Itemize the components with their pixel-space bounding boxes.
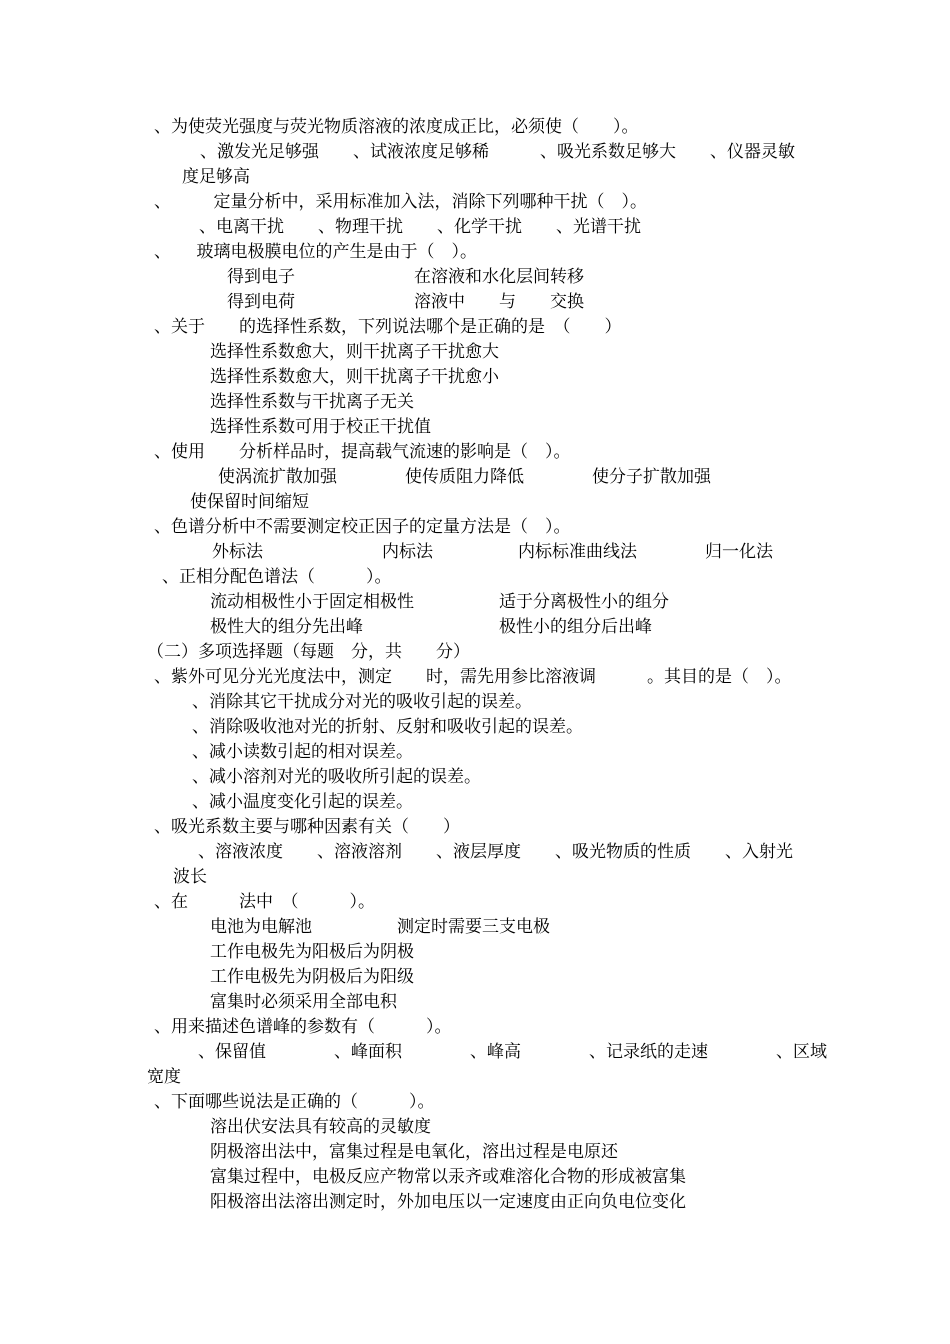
question-10-option-c: 选择性系数与干扰离子无关 xyxy=(210,392,414,412)
multi-question-1-option-a: 、消除其它干扰成分对光的吸收引起的误差。 xyxy=(192,692,532,712)
multi-question-3-options-row1: 电池为电解池 测定时需要三支电极 xyxy=(210,917,550,937)
question-13: 、正相分配色谱法（ ）。 xyxy=(162,567,392,587)
question-10-option-d: 选择性系数可用于校正干扰值 xyxy=(210,417,431,437)
multi-question-3-option-e: 富集时必须采用全部电积 xyxy=(210,992,397,1012)
multi-question-5-option-a: 溶出伏安法具有较高的灵敏度 xyxy=(210,1117,431,1137)
multi-question-3: 、在 法中 （ ）。 xyxy=(154,892,375,912)
multi-question-1-option-b: 、消除吸收池对光的折射、反射和吸收引起的误差。 xyxy=(192,717,583,737)
multi-question-5: 、下面哪些说法是正确的（ ）。 xyxy=(154,1092,435,1112)
question-9-options-row2: 得到电荷 溶液中 与 交换 xyxy=(227,292,584,312)
section-heading-multiple-choice: （二）多项选择题（每题 分，共 分） xyxy=(147,642,470,662)
question-8: 、 定量分析中，采用标准加入法，消除下列哪种干扰（ ）。 xyxy=(154,192,647,212)
multi-question-3-option-c: 工作电极先为阳极后为阴极 xyxy=(210,942,414,962)
question-7-options-continued: 度足够高 xyxy=(182,167,250,187)
multi-question-2: 、吸光系数主要与哪种因素有关（ ） xyxy=(154,817,460,837)
multi-question-1: 、紫外可见分光光度法中，测定 时，需先用参比溶液调 。其目的是（ ）。 xyxy=(154,667,792,687)
question-10-option-b: 选择性系数愈大，则干扰离子干扰愈小 xyxy=(210,367,499,387)
question-13-options-row2: 极性大的组分先出峰 极性小的组分后出峰 xyxy=(210,617,652,637)
multi-question-5-option-b: 阴极溶出法中，富集过程是电氧化，溶出过程是电原还 xyxy=(210,1142,618,1162)
question-8-options: 、电离干扰 、物理干扰 、化学干扰 、光谱干扰 xyxy=(199,217,641,237)
multi-question-2-options-continued: 波长 xyxy=(173,867,207,887)
question-7-options: 、激发光足够强 、试液浓度足够稀 、吸光系数足够大 、仪器灵敏 xyxy=(200,142,795,162)
multi-question-4-options-continued: 宽度 xyxy=(147,1067,181,1087)
multi-question-4-options: 、保留值 、峰面积 、峰高 、记录纸的走速 、区域 xyxy=(198,1042,827,1062)
question-11: 、使用 分析样品时，提高载气流速的影响是（ ）。 xyxy=(154,442,571,462)
question-10: 、关于 的选择性系数，下列说法哪个是正确的是 （ ） xyxy=(154,317,622,337)
question-9: 、 玻璃电极膜电位的产生是由于（ ）。 xyxy=(154,242,477,262)
question-11-options-row1: 使涡流扩散加强 使传质阻力降低 使分子扩散加强 xyxy=(218,467,711,487)
multi-question-2-options: 、溶液浓度 、溶液溶剂 、液层厚度 、吸光物质的性质 、入射光 xyxy=(198,842,793,862)
multi-question-5-option-c: 富集过程中，电极反应产物常以汞齐或难溶化合物的形成被富集 xyxy=(210,1167,686,1187)
multi-question-5-option-d: 阳极溶出法溶出测定时，外加电压以一定速度由正向负电位变化 xyxy=(210,1192,686,1212)
question-12-options: 外标法 内标法 内标标准曲线法 归一化法 xyxy=(212,542,773,562)
question-11-options-row2: 使保留时间缩短 xyxy=(190,492,309,512)
question-7: 、为使荧光强度与荧光物质溶液的浓度成正比，必须使（ ）。 xyxy=(154,117,639,137)
question-12: 、色谱分析中不需要测定校正因子的定量方法是（ ）。 xyxy=(154,517,571,537)
question-9-options-row1: 得到电子 在溶液和水化层间转移 xyxy=(227,267,584,287)
multi-question-1-option-e: 、减小温度变化引起的误差。 xyxy=(192,792,413,812)
multi-question-1-option-c: 、减小读数引起的相对误差。 xyxy=(192,742,413,762)
multi-question-4: 、用来描述色谱峰的参数有（ ）。 xyxy=(154,1017,452,1037)
question-13-options-row1: 流动相极性小于固定相极性 适于分离极性小的组分 xyxy=(210,592,669,612)
question-10-option-a: 选择性系数愈大，则干扰离子干扰愈大 xyxy=(210,342,499,362)
multi-question-3-option-d: 工作电极先为阴极后为阳级 xyxy=(210,967,414,987)
multi-question-1-option-d: 、减小溶剂对光的吸收所引起的误差。 xyxy=(192,767,481,787)
